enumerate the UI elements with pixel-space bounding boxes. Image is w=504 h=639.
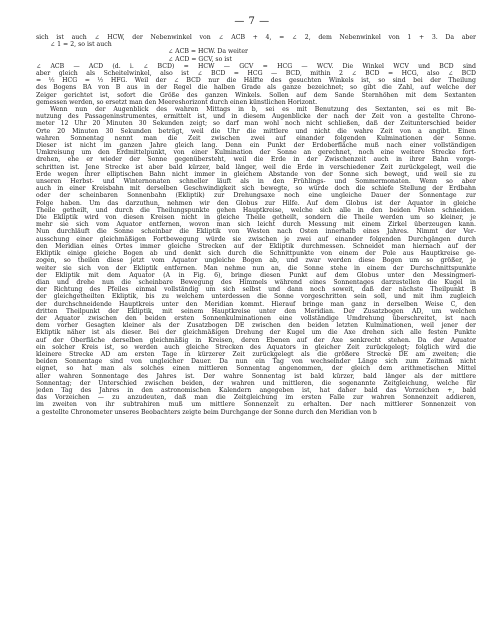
paragraph-2 bbox=[36, 106, 476, 416]
text-line: Theile getheilt, und durch die Theilungspunkte gehen Hauptkreise, welche sich alle in den beiden Polen schneiden. bbox=[36, 206, 476, 214]
text-line: Zeiger gerichtet ist, sofort die Größe des ganzen Winkels. Sollen auf dem Sande Sternhöhen mit dem Sextanten bbox=[36, 91, 476, 99]
text-line: = ½ HCG = ½ HFG. Weil der ∠ BCD nur die Hälfte des gesuchten Winkels ist, so sind bei der Theilung bbox=[36, 77, 476, 85]
text-line: oder der scheinbaren Sonnenbahn (Ekliptik) zur Drehungsaxe noch eine ungleiche Dauer der Sonnentage zur bbox=[36, 192, 476, 200]
text-line: meter 12 Uhr 20 Minuten 30 Sekunden zeigt; so darf man wohl noch nicht schließen, daß der Zeitunterschied beider bbox=[36, 120, 476, 128]
text-line: der Richtung des Pfeiles einmal vollständig um sich selbst und dann noch soweit, daß der nächste Theilpunkt B bbox=[36, 286, 476, 294]
paragraph-1 bbox=[36, 70, 476, 106]
text-line: zogen, so theilen diese jetzt vom Äquator ungleiche Bogen ab, und zwar werden diese Bogen um so größer, je bbox=[36, 257, 476, 265]
text-line: nutzung des Passageninstrumentes, ermittelt ist, und in diesem Augenblicke der nach der Zeit von a gestellte Chrono- bbox=[36, 113, 476, 121]
text-line: den Meridian eines Ortes immer gleiche Strecken auf der Ekliptik durchmessen. Schneidet man hiernach auf der bbox=[36, 242, 476, 250]
text-line: Sonnentag; der Unterschied zwischen beiden, der wahren und mittleren, die sogenannte Zeitgleichung, welche für bbox=[36, 379, 476, 387]
text-line: a gestellte Chronometer unseres Beobachters zeigte beim Durchgange der Sonne durch den Meridian von b bbox=[36, 408, 377, 416]
text-line: eignet, so hat man als solches einen mittleren Sonnentag angenommen, der gleich dem arithmetischen Mittel bbox=[36, 365, 476, 373]
body-text bbox=[36, 34, 476, 416]
text-line: Die Ekliptik wird von diesen Kreisen nicht in gleiche Theile getheilt, sondern die Theile werden um so kleiner, je bbox=[36, 214, 476, 222]
formula-line: ∠ ACB = HCW. Da weiter bbox=[168, 48, 249, 56]
text-line: mehr sie sich vom Äquator entfernen, wovon man sich leicht durch Messung mit einem Zirkel überzeugen kann. bbox=[36, 221, 476, 229]
text-line: jeden Tag des Jahres in den astronomischen Kalendern angegeben ist, hat daher bald das Vorzeichen +, bald bbox=[36, 386, 476, 394]
text-line: Nun durchläuft die Sonne scheinbar die Ekliptik von Westen nach Osten innerhalb eines Jahres. Nimmt der Ver- bbox=[36, 228, 476, 236]
text-line: der Ekliptik mit dem Äquator (A in Fig. 6), bringe diesen Punkt auf dem Globus unter den Messingmeri- bbox=[36, 271, 476, 279]
formula-line: ∠ ACB — ACD (d. i. ∠ BCD) = HCW — GCV = HCG — WCV. Die Winkel WCV und BCD sind bbox=[36, 62, 476, 70]
text-line: ein solcher Kreis ist, so werden auch gleiche Strecken des Äquators in gleicher Zeit zurückgelegt; folglich wird die bbox=[36, 343, 476, 351]
text-line: dian und drehe nun die scheinbare Bewegung des Himmels während eines Sonnentages darzustellen die Kugel in bbox=[36, 278, 476, 286]
page-number: — 7 — bbox=[234, 16, 270, 27]
text-line: auf der Oberfläche derselben gleichmäßig in Kreisen, deren Ebenen auf der Axe senkrecht stehen. Da der Äquator bbox=[36, 336, 476, 344]
text-line: Erde wegen ihrer elliptischen Bahn nicht immer in gleichem Abstande von der Sonne sich bewegt, und weil sie zu bbox=[36, 170, 476, 178]
text-line: sich ist auch ∠ HCW, der Nebenwinkel von ∠ ACB + 4, = ∠ 2, dem Nebenwinkel von 1 + 3. Da aber bbox=[36, 34, 476, 41]
text-line: Folge haben. Um das darzuthun, nehmen wir den Globus zur Hilfe. Auf dem Globus ist der Äquator in gleiche bbox=[36, 199, 476, 207]
text-line: ∠ 1 = 2, so ist auch bbox=[50, 41, 112, 49]
text-line: drehen, ehe er wieder der Sonne gegenübersteht, weil die Erde in der Zwischenzeit auch in ihrer Bahn vorge- bbox=[36, 156, 476, 164]
text-line: Umkreisung um den Erdmittelpunkt, von einer Kulmination der Sonne an gerechnet, noch eine weitere Strecke fort- bbox=[36, 149, 476, 157]
text-line: Wenn nun der Augenblick des wahren Mittags in b, sei es mit Benutzung des Sextanten, sei es mit Be- bbox=[50, 106, 476, 114]
text-line: der Äquator zwischen den beiden ersten Sonnenkulminationen eine vollständige Umdrehung überschreitet, ist nach bbox=[36, 314, 476, 322]
text-line: schritten ist. Jene Strecke ist aber bald kürzer, bald länger, weil die Erde in verschiedener Zeit zurückgelegt, weil die bbox=[36, 163, 476, 171]
text-line: aller wahren Sonnentage des Jahres ist. Der wahre Sonnentag ist bald kürzer, bald länger als der mittlere bbox=[36, 372, 476, 380]
text-line: beiden Sonnentage sind von ungleicher Dauer. Da nun ein Tag von wechselnder Länge sich zum Zeitmaß nicht bbox=[36, 358, 476, 366]
formula-line: ∠ ACD = GCV, so ist bbox=[168, 55, 232, 63]
text-line: das Vorzeichen — zu anzudeuten, daß man die Zeitgleichung im ersten Falle zur wahren Sonnenzeit addieren, bbox=[36, 394, 476, 402]
text-line: Ekliptik einige gleiche Bogen ab und denkt sich durch die Schnittpunkte von einem der Pole aus Hauptkreise ge- bbox=[36, 250, 476, 258]
text-line: Ekliptik näher ist als dieser. Bei der gleichmäßigen Drehung der Kugel um die Axe drehen sich alle festen Punkte bbox=[36, 329, 476, 337]
text-line: ausschung einer gleichmäßigen Fortbewegung würde sie zwischen je zwei auf einander folgenden Durchgängen durch bbox=[36, 235, 476, 243]
text-line: der gleichgetheilten Ekliptik, bis zu welchem unterdessen die Sonne vorgeschritten sein soll, und mit ihm zugleich bbox=[36, 293, 476, 301]
text-line: gemessen werden, so ersetzt man den Meereshorizont durch einen künstlichen Horizont. bbox=[36, 98, 318, 106]
text-line: Dieser ist nicht im ganzen Jahre gleich lang. Denn ein Punkt der Erdoberfläche muß nach einer vollständigen bbox=[36, 142, 476, 150]
text-line: des Bogens BA von B aus in der Regel die halben Grade als ganze bezeichnet; so gibt die Zahl, auf welche der bbox=[36, 84, 476, 92]
text-line: auch in einer Kreisbahn mit derselben Geschwindigkeit sich bewegte, so würde doch die schiefe Stellung der Erdbahn bbox=[36, 185, 476, 193]
text-line: der durchschneidende Hauptkreis unter den Meridian kommt. Hierauf bringe man ganz in derselben Weise C, den bbox=[36, 300, 476, 308]
text-line: Orte 20 Minuten 30 Sekunden beträgt, weil die Uhr die mittlere und nicht die wahre Zeit von a angibt. Einen bbox=[36, 127, 476, 135]
text-line: wahren Sonnentag nennt man die Zeit zwischen zwei auf einander folgenden Kulminationen der Sonne. bbox=[36, 134, 476, 142]
text-line: aber gleich als Scheitelwinkel, also ist ∠ BCD = HCG — BCD, mithin 2 ∠ BCD = HCG, also ∠ BCD bbox=[36, 70, 476, 78]
text-line: unseren Herbst- und Winternonaten schneller läuft als in den Frühlings- und Sommermonaten. Wenn so aber bbox=[36, 178, 476, 186]
text-line: dritten Theilpunkt der Ekliptik, mit seinem Hauptkreise unter den Meridian. Der Zusatzbogen AD, um welchen bbox=[36, 307, 476, 315]
text-line: dem vorher Gesagten kleiner als der Zusatzbogen DE zwischen den beiden letzten Kulminationen, weil jener der bbox=[36, 322, 476, 330]
text-line: kleinere Strecke AD am ersten Tage in kürzerer Zeit zurückgelegt als die größere Strecke DE am zweiten; die bbox=[36, 350, 476, 358]
text-line: im zweiten von ihr subtrahiren muß um mittlere Sonnenzeit zu erhalten. Der nach mittlerer Sonnenzeit von bbox=[36, 401, 476, 409]
text-line: weiter sie sich von der Ekliptik entfernen. Man nehme nun an, die Sonne stehe in einem der Durchschnittspunkte bbox=[36, 264, 476, 272]
